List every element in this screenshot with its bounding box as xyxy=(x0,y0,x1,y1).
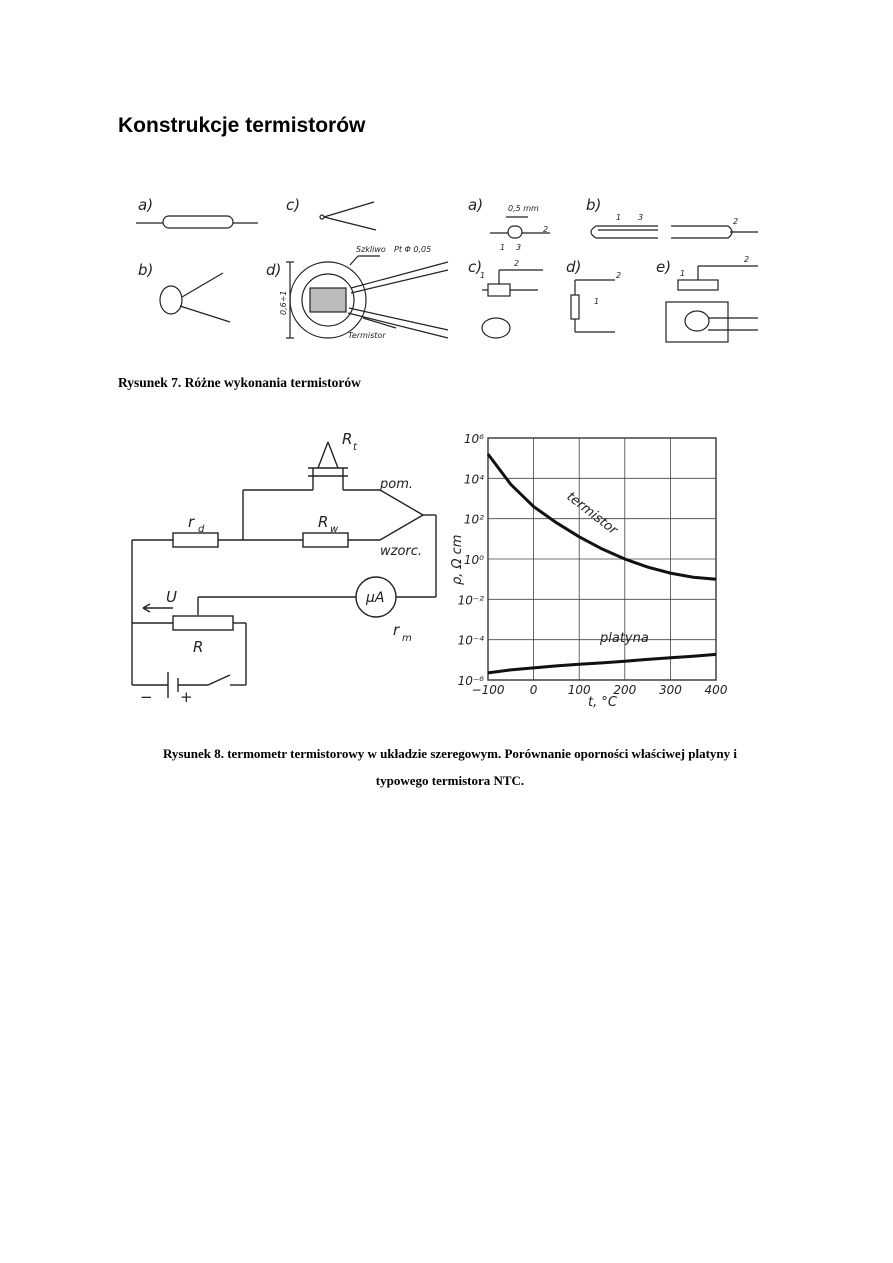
figure-8 xyxy=(118,410,733,725)
circuit-label-rw: R xyxy=(318,513,329,531)
fig7-dim-label: 0,6÷1 xyxy=(279,290,288,315)
fig7-label-a: a) xyxy=(138,196,154,214)
series-line-platyna xyxy=(488,654,716,673)
battery-minus: − xyxy=(140,688,153,706)
figure-7-thermistor-designs xyxy=(118,180,768,360)
page-title: Konstrukcje termistorów xyxy=(118,114,366,137)
fig7-glass-label: Szkliwo xyxy=(356,245,386,254)
circuit-label-pom: pom. xyxy=(380,477,414,492)
battery-plus: + xyxy=(180,688,193,706)
figure-8-caption-line-2: typowego termistora NTC. xyxy=(375,773,525,788)
fig7-d-num-2: 2 xyxy=(616,271,622,280)
circuit-label-rm: r xyxy=(393,621,400,639)
chart-ytick-label: 10⁶ xyxy=(463,432,484,446)
circuit-label-wzorc: wzorc. xyxy=(380,544,423,559)
fig7-label-d: d) xyxy=(266,261,282,279)
fig7-label-b: b) xyxy=(138,261,154,279)
fig7-label-c: c) xyxy=(286,196,301,214)
chart-ytick-label: 10² xyxy=(463,512,484,527)
microammeter-label: μA xyxy=(366,590,385,606)
chart-ytick-label: 10⁻² xyxy=(457,593,484,608)
fig7-num-3: 3 xyxy=(516,243,522,252)
circuit-label-rw-sub: w xyxy=(330,524,339,535)
chart-xtick-label: 300 xyxy=(658,683,682,697)
chart-ytick-label: 10⁻⁶ xyxy=(457,674,484,688)
chart-xtick-label: −100 xyxy=(471,683,505,697)
figure-8-caption-line-1: Rysunek 8. termometr termistorowy w układzie szeregowym. Porównanie oporności właściwej platyny i xyxy=(163,746,737,761)
series-label-platyna: platyna xyxy=(600,631,649,646)
figure-8-caption xyxy=(110,740,790,794)
circuit-label-rd-sub: d xyxy=(198,524,205,535)
circuit-label-r: R xyxy=(193,638,204,656)
fig7-d-num-1: 1 xyxy=(594,297,600,306)
fig7-num-1: 1 xyxy=(500,243,506,252)
chart-xlabel: t, °C xyxy=(588,695,617,710)
resistivity-chart xyxy=(450,432,728,710)
fig7-c-num-2: 2 xyxy=(514,259,520,268)
series-label-termistor: termistor xyxy=(563,489,620,539)
fig7-c-num-1: 1 xyxy=(480,271,486,280)
fig7-right-label-d: d) xyxy=(566,258,582,276)
fig7-wire-label: Pt Φ 0,05 xyxy=(394,245,432,254)
fig7-right-label-a: a) xyxy=(468,196,484,214)
circuit-label-rt-sub: t xyxy=(353,442,357,453)
chart-xtick-label: 200 xyxy=(613,683,637,697)
fig7-e-num-1: 1 xyxy=(680,269,686,278)
fig7-right-label-e: e) xyxy=(656,258,672,276)
chart-xtick-label: 100 xyxy=(567,683,591,697)
chart-xtick-label: 400 xyxy=(704,683,728,697)
chart-xtick-label: 0 xyxy=(529,683,538,697)
fig7-b-num-2: 2 xyxy=(733,217,739,226)
circuit-label-u: U xyxy=(166,588,177,606)
fig7-num-2: 2 xyxy=(543,225,549,234)
circuit-label-rt: R xyxy=(342,430,353,448)
chart-ytick-label: 10⁰ xyxy=(463,553,484,567)
fig7-e-num-2: 2 xyxy=(744,255,750,264)
circuit-label-rm-sub: m xyxy=(402,633,412,644)
fig7-thermistor-label: Termistor xyxy=(348,331,386,340)
fig7-b-num-3: 3 xyxy=(638,213,644,222)
chart-ylabel: ρ, Ω cm xyxy=(450,534,465,585)
circuit-label-rd: r xyxy=(188,513,195,531)
fig7-right-label-b: b) xyxy=(586,196,602,214)
figure-7-caption: Rysunek 7. Różne wykonania termistorów xyxy=(118,375,361,390)
fig7-right-label-c: c) xyxy=(468,258,483,276)
fig7-b-num-1: 1 xyxy=(616,213,622,222)
fig7-size-label: 0,5 mm xyxy=(508,204,539,213)
chart-ytick-label: 10⁻⁴ xyxy=(457,633,484,648)
chart-ytick-label: 10⁴ xyxy=(463,472,484,487)
